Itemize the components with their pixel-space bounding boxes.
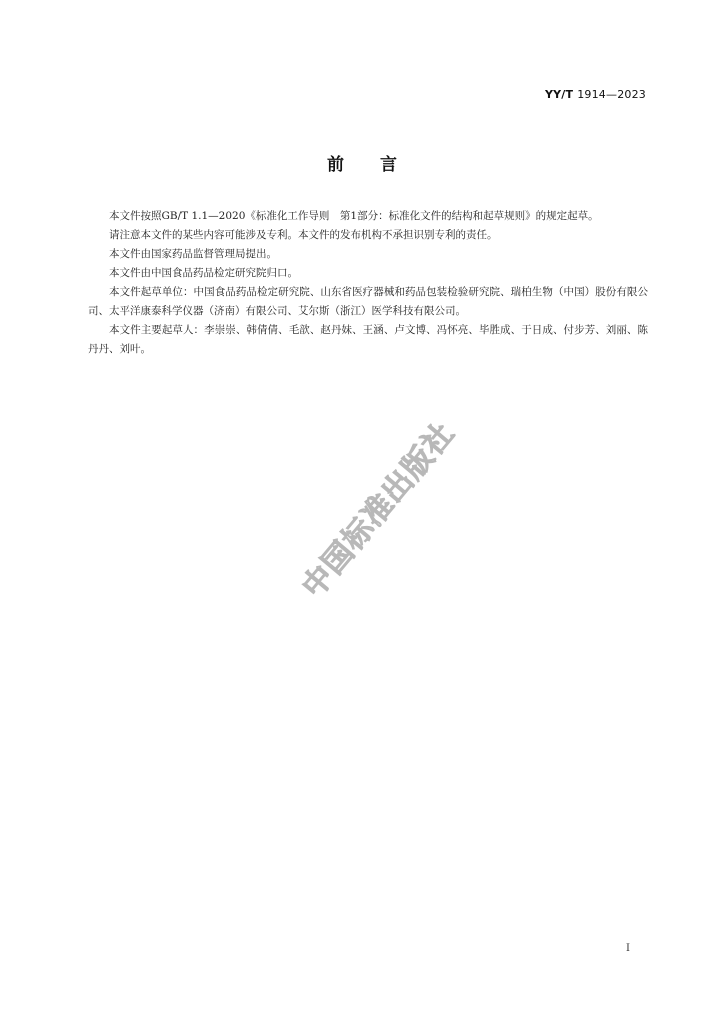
page-number: I — [626, 943, 630, 954]
paragraph-centralized-by: 本文件由中国食品药品检定研究院归口。 — [109, 267, 298, 279]
paragraph-main-drafters: 本文件主要起草人：李崇崇、韩倩倩、毛歆、赵丹妹、王涵、卢文博、冯怀亮、毕胜成、于日成、付步芳、刘丽、陈丹丹、刘叶。 — [88, 324, 648, 355]
paragraph-proposer: 本文件由国家药品监督管理局提出。 — [109, 248, 277, 260]
title-char-2: 言 — [380, 155, 397, 175]
paragraph-drafting-units: 本文件起草单位：中国食品药品检定研究院、山东省医疗器械和药品包装检验研究院、瑞柏生物（中国）股份有限公司、太平洋康泰科学仪器（济南）有限公司、艾尔斯（浙江）医学科技有限公司。 — [88, 286, 648, 317]
page-title — [0, 150, 724, 175]
watermark: 中国标准出版社 — [295, 415, 462, 605]
paragraph-drafting-rules: 本文件按照GB/T 1.1—2020《标准化工作导则 第1部分：标准化文件的结构和起草规则》的规定起草。 — [109, 210, 599, 222]
doc-code-number: 1914—2023 — [577, 88, 646, 101]
preface-body — [88, 207, 648, 359]
paragraph-patent-notice: 请注意本文件的某些内容可能涉及专利。本文件的发布机构不承担识别专利的责任。 — [109, 229, 498, 241]
title-char-1: 前 — [327, 155, 344, 175]
doc-code — [545, 88, 646, 101]
doc-code-prefix: YY/T — [544, 88, 574, 101]
